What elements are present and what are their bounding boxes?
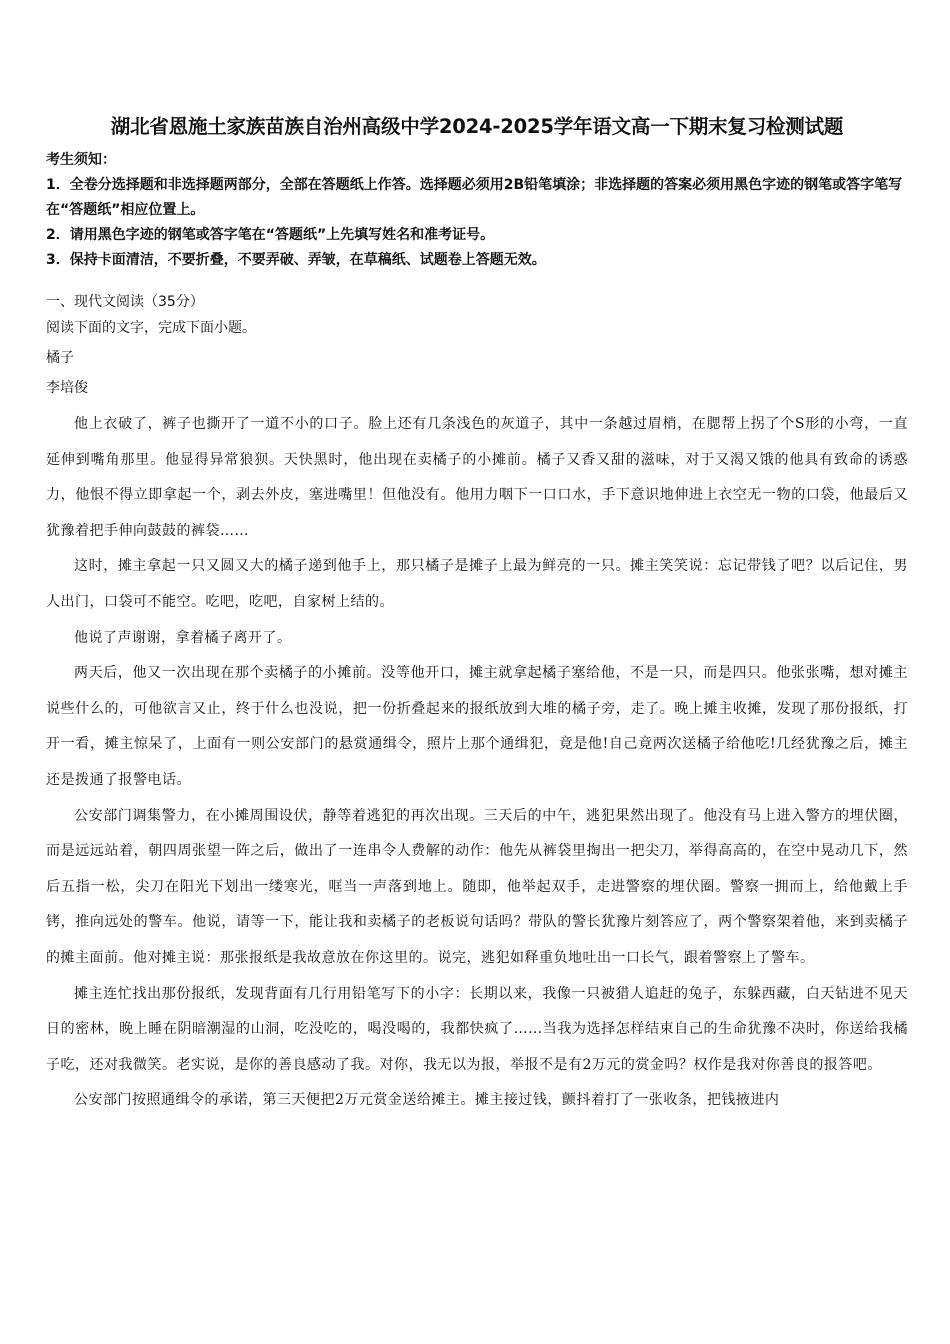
reading-instruction: 阅读下面的文字，完成下面小题。 [46, 320, 256, 336]
notice-heading: 考生须知： [46, 152, 116, 168]
article-paragraph: 公安部门调集警力，在小摊周围设伏，静等着逃犯的再次出现。三天后的中午，逃犯果然出现了。他没有马上进入警方的埋伏圈，而是远远站着，朝四周张望一阵之后，做出了一连串令人费解的动作：他先从裤袋里掏出一把尖刀，举得高高的，在空中晃动几下，然后五指一松，尖刀在阳光下划出一缕寒光，哐当一声落到地上。随即，他举起双手，走进警察的埋伏圈。警察一拥而上，给他戴上手铐，推向远处的警车。他说，请等一下，能让我和卖橘子的老板说句话吗？带队的警长犹豫片刻答应了，两个警察架着他，来到卖橘子的摊主面前。他对摊主说：那张报纸是我故意放在你这里的。说完，逃犯如释重负地吐出一口长气，跟着警察上了警车。 [46, 807, 908, 966]
article-paragraph: 公安部门按照通缉令的承诺，第三天便把2万元赏金送给摊主。摊主接过钱，颤抖着打了一张收条，把钱掖进内 [74, 1092, 780, 1109]
article-paragraph: 他说了声谢谢，拿着橘子离开了。 [74, 629, 292, 646]
candidate-notice [46, 148, 908, 273]
exam-page [46, 112, 908, 1119]
article-author: 李培俊 [46, 380, 88, 396]
notice-item: 2．请用黑色字迹的钢笔或答字笔在“答题纸”上先填写姓名和准考证号。 [46, 227, 495, 243]
article-paragraph: 摊主连忙找出那份报纸，发现背面有几行用铅笔写下的小字：长期以来，我像一只被猎人追赶的兔子，东躲西藏，白天钻进不见天日的密林，晚上睡在阴暗潮湿的山洞，吃没吃的，喝没喝的，我都快疯了……当我为选择怎样结束自己的生命犹豫不决时，你送给我橘子吃，还对我微笑。老实说，是你的善良感动了我。对你，我无以为报，举报不是有2万元的赏金吗？权作是我对你善良的报答吧。 [46, 985, 908, 1073]
section-heading: 一、现代文阅读（35分） [46, 294, 204, 310]
article-paragraph: 他上衣破了，裤子也撕开了一道不小的口子。脸上还有几条浅色的灰道子，其中一条越过眉梢，在腮帮上拐了个S形的小弯，一直延伸到嘴角那里。他显得异常狼狈。天快黑时，他出现在卖橘子的小摊前。橘子又香又甜的滋味，对于又渴又饿的他具有致命的诱惑力，他恨不得立即拿起一个，剥去外皮，塞进嘴里！但他没有。他用力咽下一口口水，手下意识地伸进上衣空无一物的口袋，他最后又犹豫着把手伸向鼓鼓的裤袋…… [46, 416, 908, 539]
article-body [46, 407, 908, 1119]
notice-item: 1．全卷分选择题和非选择题两部分，全部在答题纸上作答。选择题必须用2B铅笔填涂；非选择题的答案必须用黑色字迹的钢笔或答字笔写在“答题纸”相应位置上。 [46, 177, 903, 218]
exam-title: 湖北省恩施土家族苗族自治州高级中学2024-2025学年语文高一下期末复习检测试题 [110, 115, 844, 138]
article-paragraph: 这时，摊主拿起一只又圆又大的橘子递到他手上，那只橘子是摊子上最为鲜亮的一只。摊主笑笑说：忘记带钱了吧？以后记住，男人出门，口袋可不能空。吃吧，吃吧，自家树上结的。 [46, 558, 908, 610]
notice-item: 3．保持卡面清洁，不要折叠，不要弄破、弄皱，在草稿纸、试题卷上答题无效。 [46, 252, 546, 268]
article-paragraph: 两天后，他又一次出现在那个卖橘子的小摊前。没等他开口，摊主就拿起橘子塞给他，不是一只，而是四只。他张张嘴，想对摊主说些什么的，可他欲言又止，终于什么也没说，把一份折叠起来的报纸放到大堆的橘子旁，走了。晚上摊主收摊，发现了那份报纸，打开一看，摊主惊呆了，上面有一则公安部门的悬赏通缉令，照片上那个通缉犯，竟是他!自己竟两次送橘子给他吃!几经犹豫之后，摊主还是拨通了报警电话。 [46, 665, 908, 788]
article-title: 橘子 [46, 350, 74, 366]
